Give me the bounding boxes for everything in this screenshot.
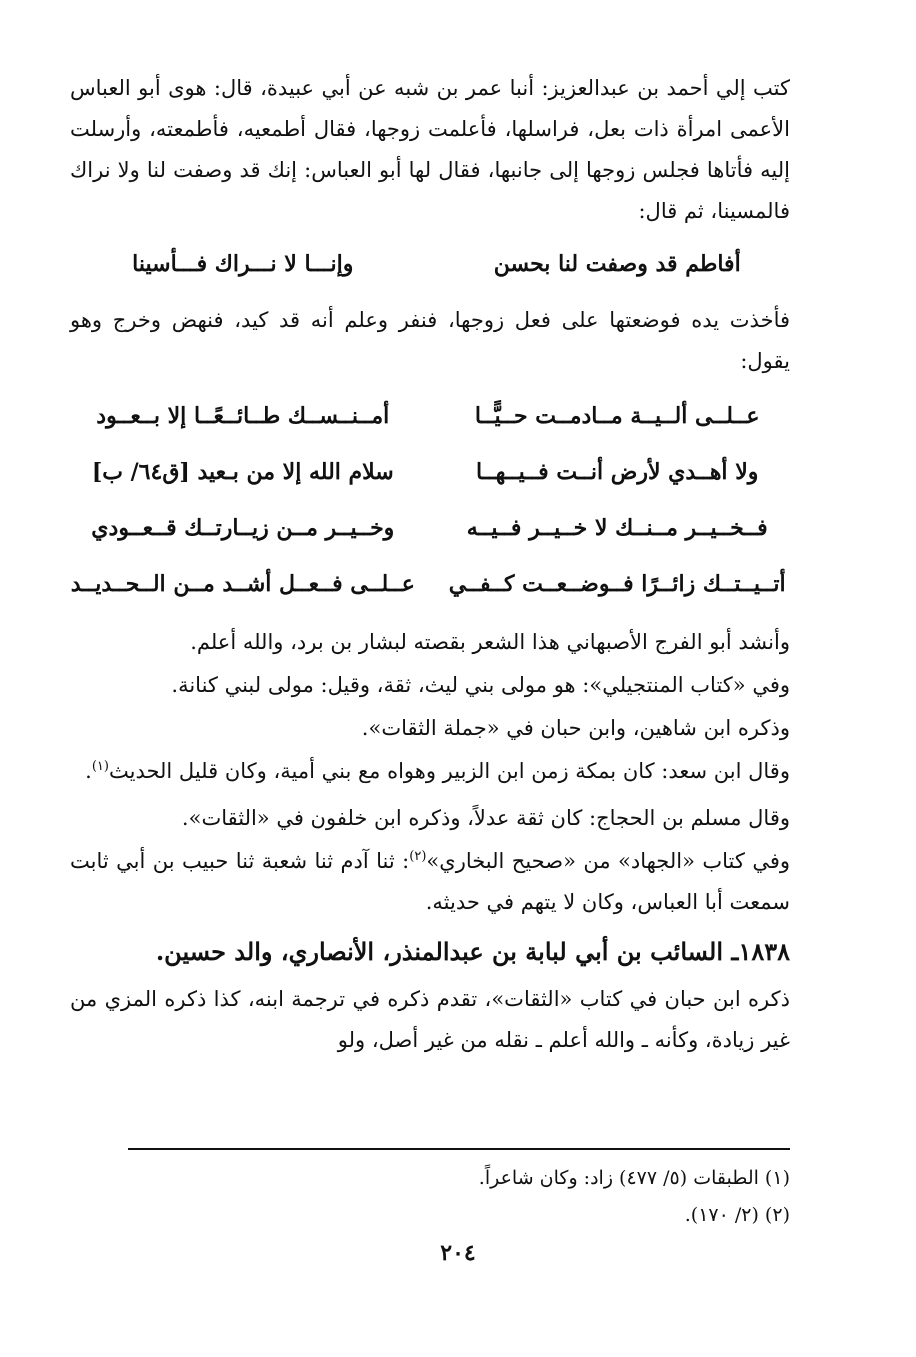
- paragraph: وقال ابن سعد: كان بمكة زمن ابن الزبير وهواه مع بني أمية، وكان قليل الحديث$^{(١)}$.: [85, 759, 790, 783]
- footnotes: [128, 1160, 790, 1234]
- verse-second-hemistich: وخــيــر مــن زيــارتــك قــعــودي: [91, 515, 395, 541]
- verse-second-hemistich: سلام الله إلا من بـعيد [ق٦٤/ ب]: [91, 459, 394, 485]
- verse-second-hemistich: أمــنــســك طــائــعًــا إلا بــعــود: [96, 403, 390, 429]
- paragraph-text: وقال ابن سعد: كان بمكة زمن ابن الزبير وهواه مع بني أمية، وكان قليل الحديث: [108, 759, 790, 783]
- paragraph: وأنشد أبو الفرج الأصبهاني هذا الشعر بقصته لبشار بن برد، والله أعلم.: [190, 630, 790, 654]
- verse-first-hemistich: أتــيــتــك زائــرًا فــوضــعــت كــفــي: [448, 571, 786, 597]
- paragraph-text: : ثنا آدم ثنا شعبة ثنا حبيب بن أبي ثابت سمعت أبا العباس، وكان لا يتهم في حديثه.: [70, 849, 790, 914]
- page-number: ٢٠٤: [440, 1240, 476, 1266]
- poem-couplet: [70, 444, 790, 500]
- verse-first-hemistich: ولا أهــدي لأرض أنــت فــيــهــا: [476, 459, 759, 485]
- footnote: (٢) (٢/ ١٧٠).: [684, 1204, 790, 1226]
- verse-line: [70, 244, 790, 284]
- entry-heading: ١٨٣٨ـ السائب بن أبي لبابة بن عبدالمنذر، الأنصاري، والد حسين.: [155, 937, 790, 966]
- paragraph: وفي «كتاب المنتجيلي»: هو مولى بني ليث، ثقة، وقيل: مولى لبني كنانة.: [171, 673, 790, 697]
- paragraph-text: وفي كتاب «الجهاد» من «صحيح البخاري»: [426, 849, 791, 873]
- footnote: (١) الطبقات (٥/ ٤٧٧) زاد: وكان شاعراً.: [478, 1167, 790, 1189]
- poem-couplet: [70, 556, 790, 612]
- verse-first-hemistich: أفاطم قد وصفت لنا بحسن: [493, 251, 741, 277]
- paragraph: كتب إلي أحمد بن عبدالعزيز: أنبا عمر بن شبه عن أبي عبيدة، قال: هوى أبو العباس الأعمى امرأة ذات بعل، فراسلها، فأعلمت زوجها، فقال أطمعيه، فأطمعته، وأرسلت إليه فأتاها فجلس زوجها إلى جانبها، فقال لها أبو العباس: إنك قد وصفت لنا ولا نراك فالمسينا، ثم قال:: [70, 76, 790, 223]
- footnote-divider: [128, 1148, 790, 1150]
- verse-second-hemistich: وإنـــا لا نـــراك فـــأسينا: [132, 251, 354, 277]
- paragraph: ذكره ابن حبان في كتاب «الثقات»، تقدم ذكره في ترجمة ابنه، كذا ذكره المزي من غير زيادة، وكأنه ـ والله أعلم ـ نقله من غير أصل، ولو: [70, 987, 790, 1052]
- paragraph: وذكره ابن شاهين، وابن حبان في «جملة الثقات».: [361, 716, 790, 740]
- verse-first-hemistich: عــلــى ألــيــة مــادمــت حــيًّــا: [474, 403, 760, 429]
- paragraph: [70, 841, 790, 923]
- verse-second-hemistich: عــلــى فــعــل أشــد مــن الــحــديــد: [70, 571, 415, 597]
- poem: [70, 388, 790, 612]
- footnote-ref: (١): [91, 759, 109, 774]
- poem-couplet: [70, 388, 790, 444]
- paragraph: فأخذت يده فوضعتها على فعل زوجها، فنفر وعلم أنه قد كيد، فنهض وخرج وهو يقول:: [70, 308, 791, 373]
- footnote-ref: (٢): [409, 849, 427, 864]
- verse-first-hemistich: فــخــيــر مــنــك لا خــيــر فــيــه: [466, 515, 768, 541]
- paragraph: وقال مسلم بن الحجاج: كان ثقة عدلاً، وذكره ابن خلفون في «الثقات».: [181, 806, 790, 830]
- poem-couplet: [70, 500, 790, 556]
- page-body: [70, 68, 790, 1067]
